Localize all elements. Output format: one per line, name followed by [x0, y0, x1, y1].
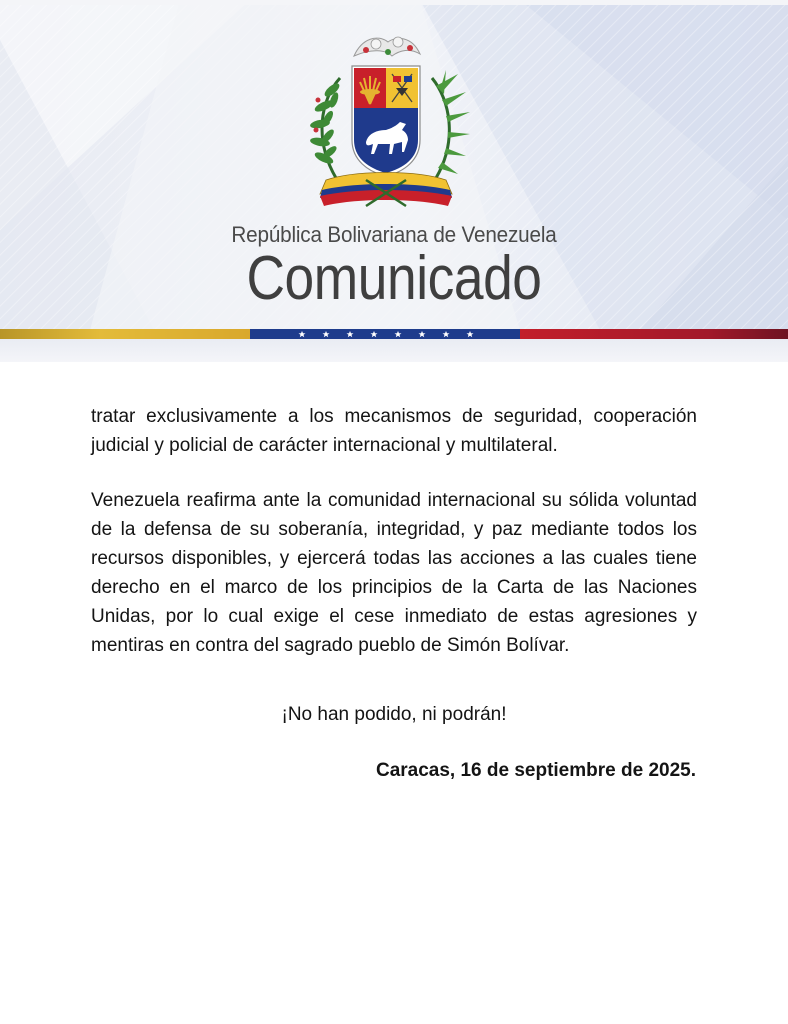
header-bottom-band: [0, 339, 788, 362]
flag-color-bar: [0, 329, 788, 339]
communique-header: [0, 0, 788, 362]
closing-slogan: ¡No han podido, ni podrán!: [281, 704, 507, 725]
flag-red-stripe: [520, 329, 788, 339]
republic-name: República Bolivariana de Venezuela: [231, 222, 557, 247]
flag-stars-icon: [290, 329, 480, 339]
coat-of-arms-emblem: [296, 30, 476, 215]
body-paragraph-1: tratar exclusivamente a los mecanismos de seguridad, cooperación judicial y policial de carácter internacional y multilateral.: [91, 406, 697, 456]
document-type-title: Comunicado: [246, 244, 542, 313]
body-paragraph-2: Venezuela reafirma ante la comunidad internacional su sólida voluntad de la defensa de su soberanía, integridad, y paz mediante todos los recursos disponibles, y ejercerá todas las acciones a las cuales tiene derecho en el marco de los principios de la Carta de las Naciones Unidas, por lo cual exige el cese inmediato de estas agresiones y mentiras en contra del sagrado pueblo de Simón Bolívar.: [91, 490, 697, 656]
place-and-date: Caracas, 16 de septiembre de 2025.: [375, 760, 696, 781]
header-top-strip: [0, 0, 788, 5]
flag-yellow-stripe: [0, 329, 250, 339]
